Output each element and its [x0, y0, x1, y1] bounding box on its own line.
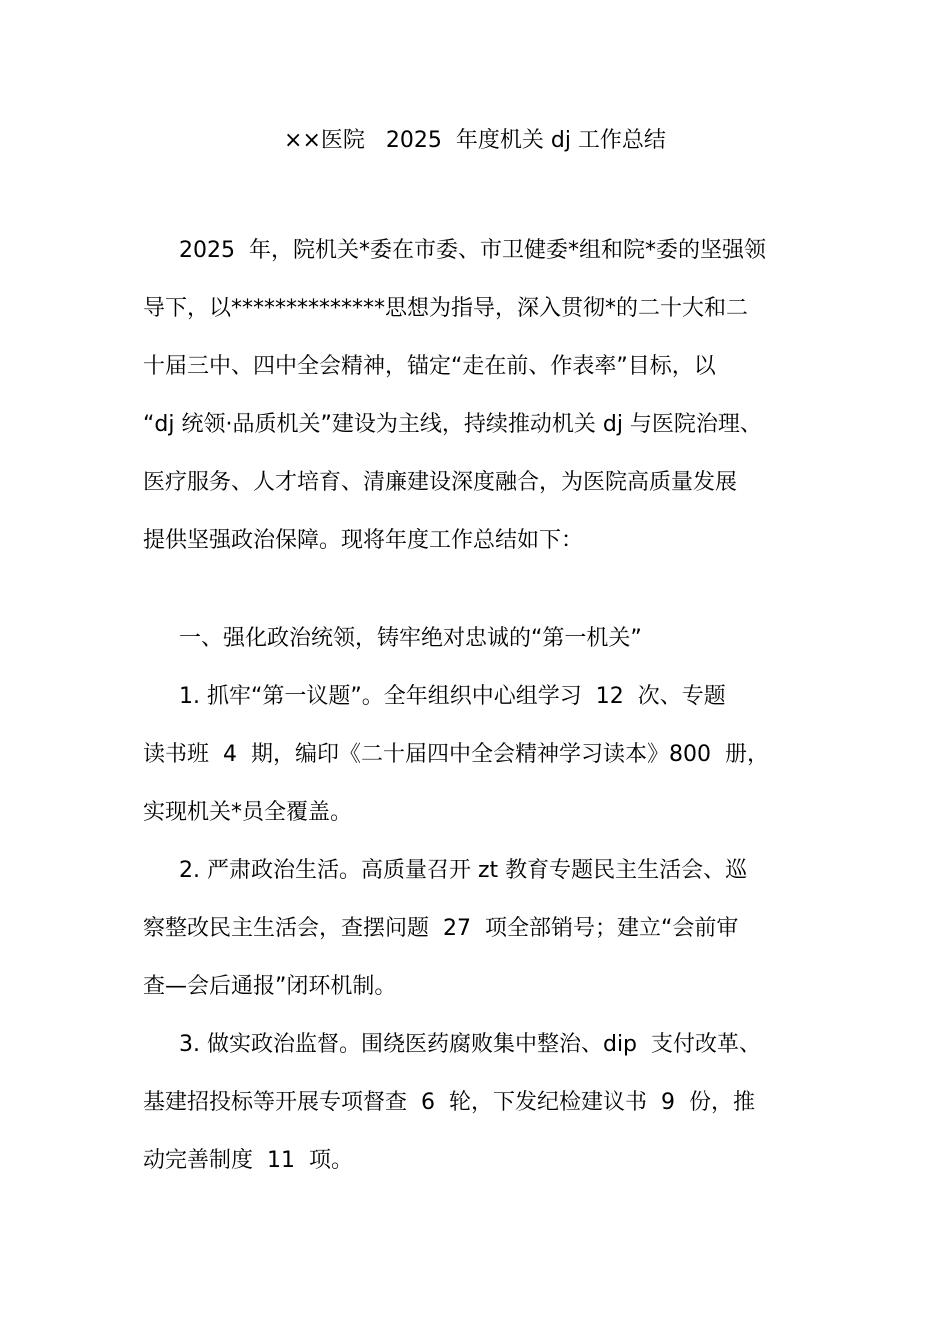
item-line: 2. 严肃政治生活。高质量召开 zt 教育专题民主生活会、巡 [179, 858, 748, 883]
item-line: 1. 抓牢“第一议题”。全年组织中心组学习 12 次、专题 [179, 684, 726, 709]
item-line: 实现机关*员全覆盖。 [143, 800, 353, 825]
intro-paragraph [143, 232, 813, 560]
item-line: 察整改民主生活会，查摆问题 27 项全部销号；建立“会前审 [143, 916, 739, 941]
document-title: ××医院 2025 年度机关 dj 工作总结 [284, 128, 666, 153]
intro-line: 提供坚强政治保障。现将年度工作总结如下： [143, 528, 584, 553]
intro-line: “dj 统领·品质机关”建设为主线，持续推动机关 dj 与医院治理、 [143, 412, 762, 437]
intro-line: 2025 年，院机关*委在市委、市卫健委*组和院*委的坚强领 [179, 238, 766, 263]
item-paragraph [143, 1026, 813, 1180]
intro-line: 十届三中、四中全会精神，锚定“走在前、作表率”目标，以 [143, 354, 716, 379]
item-paragraph [143, 678, 813, 832]
section-heading: 一、强化政治统领，铸牢绝对忠诚的“第一机关” [179, 626, 642, 651]
item-paragraph [143, 852, 813, 1006]
intro-line: 导下，以**************思想为指导，深入贯彻*的二十大和二 [143, 296, 749, 321]
intro-line: 医疗服务、人才培育、清廉建设深度融合，为医院高质量发展 [143, 470, 738, 495]
document-body [143, 232, 813, 1200]
item-line: 读书班 4 期，编印《二十届四中全会精神学习读本》800 册， [143, 742, 769, 767]
item-line: 动完善制度 11 项。 [143, 1148, 353, 1173]
item-line: 基建招投标等开展专项督查 6 轮，下发纪检建议书 9 份，推 [143, 1090, 755, 1115]
item-line: 查—会后通报”闭环机制。 [143, 974, 397, 999]
item-line: 3. 做实政治监督。围绕医药腐败集中整治、dip 支付改革、 [179, 1032, 762, 1057]
